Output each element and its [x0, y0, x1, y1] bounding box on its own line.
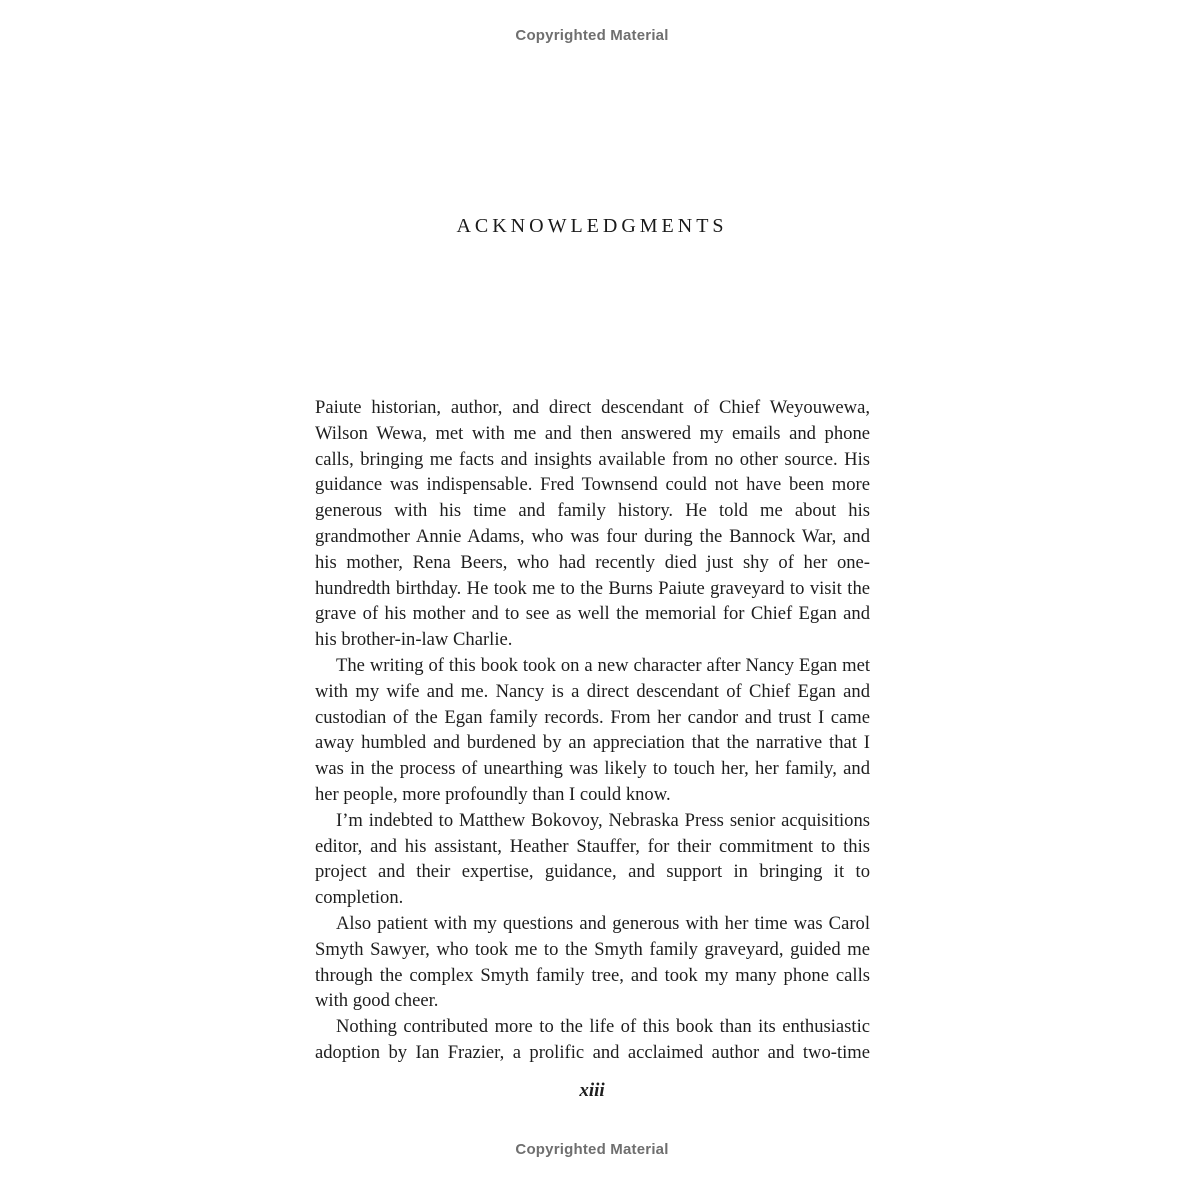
- page-number: xiii: [579, 1080, 605, 1101]
- copyright-watermark-bottom: Copyrighted Material: [515, 1141, 669, 1158]
- paragraph-3: I’m indebted to Matthew Bokovoy, Nebraska Press senior acquisitions editor, and his assistant, Heather Stauffer, for their commitment to this project and their expertise, guidance, and support in bringing it to completion.: [315, 809, 870, 909]
- paragraph-4: Also patient with my questions and generous with her time was Carol Smyth Sawyer, who took me to the Smyth family graveyard, guided me through the complex Smyth family tree, and took my many phone calls with good cheer.: [315, 912, 870, 1012]
- copyright-watermark-top: Copyrighted Material: [515, 27, 669, 44]
- chapter-heading: ACKNOWLEDGMENTS: [456, 215, 728, 237]
- acknowledgments-body: [315, 395, 870, 1066]
- paragraph-5: Nothing contributed more to the life of this book than its enthusiastic adoption by Ian Frazier, a prolific and acclaimed author and two-time: [315, 1016, 870, 1063]
- paragraph-1: Paiute historian, author, and direct descendant of Chief Weyouwewa, Wilson Wewa, met with me and then answered my emails and phone calls, bringing me facts and insights available from no other source. His guidance was indispensable. Fred Townsend could not have been more generous with his time and family history. He told me about his grandmother Annie Adams, who was four during the Bannock War, and his mother, Rena Beers, who had recently died just shy of her one-hundredth birthday. He took me to the Burns Paiute graveyard to visit the grave of his mother and to see as well the memorial for Chief Egan and his brother-in-law Charlie.: [315, 397, 870, 651]
- paragraph-2: The writing of this book took on a new character after Nancy Egan met with my wife and me. Nancy is a direct descendant of Chief Egan and custodian of the Egan family records. From her candor and trust I came away humbled and burdened by an appreciation that the narrative that I was in the process of unearthing was likely to touch her, her family, and her people, more profoundly than I could know.: [315, 654, 870, 805]
